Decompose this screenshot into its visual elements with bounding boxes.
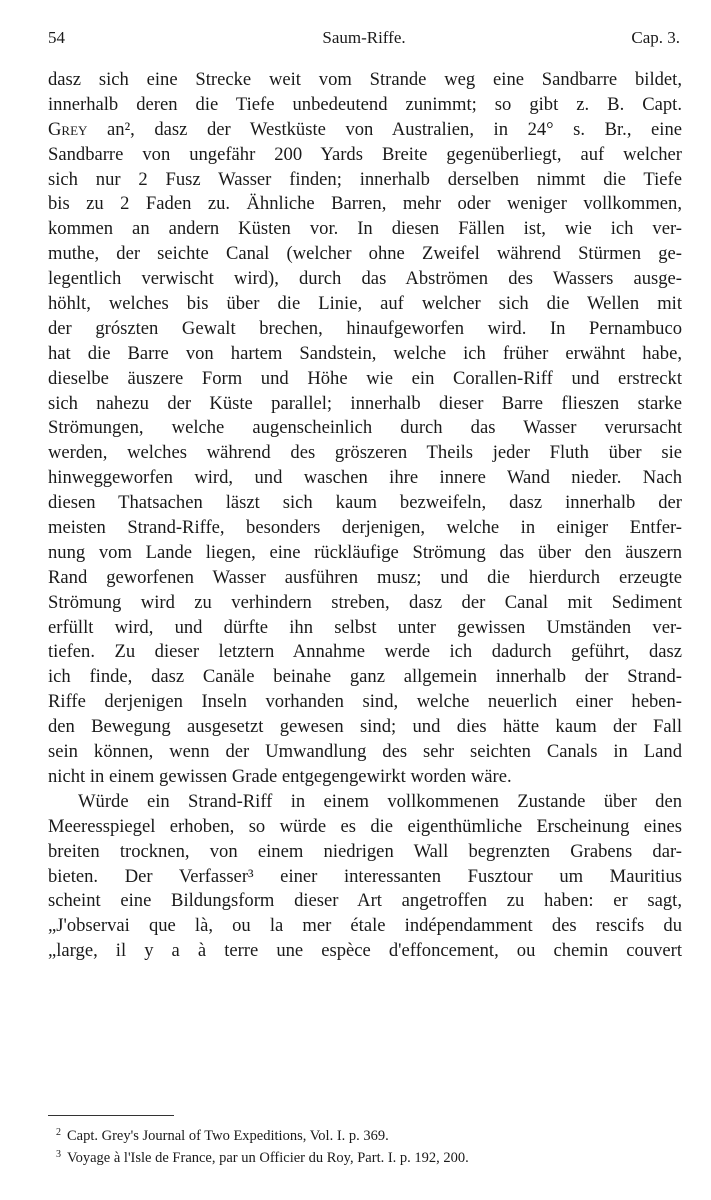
text-line: scheint eine Bildungsform dieser Art angetroffen zu haben: er sagt,	[48, 890, 682, 912]
footnote-text: Voyage à l'Isle de France, par un Officier du Roy, Part. I. p. 192, 200.	[67, 1150, 469, 1166]
text-line: sich nur 2 Fusz Wasser finden; innerhalb derselben nimmt die Tiefe	[48, 168, 682, 190]
text-line: diesen Thatsachen läszt sich kaum bezweifeln, dasz innerhalb der	[48, 492, 682, 514]
running-title: Saum-Riffe.	[322, 28, 406, 47]
text-line: dasz sich eine Strecke weit vom Strande weg eine Sandbarre bildet,	[48, 69, 682, 90]
text-line: Würde ein Strand-Riff in einem vollkommenen Zustande über den	[78, 790, 682, 812]
text-line: bieten. Der Verfasser³ einer interessanten Fusztour um Mauritius	[48, 865, 682, 887]
text-line: „large, il y a à terre une espèce d'effoncement, ou chemin couvert	[48, 940, 682, 962]
footnotes	[56, 1122, 666, 1166]
text-line: sein können, wenn der Umwandlung des sehr seichten Canals in Land	[48, 741, 682, 763]
text-line: hat die Barre von hartem Sandstein, welche ich früher erwähnt habe,	[48, 342, 682, 364]
text-line	[48, 118, 682, 143]
page-header	[48, 28, 680, 52]
text-line: „J'observai que là, ou la mer étale indépendamment des rescifs du	[48, 915, 682, 937]
text-line: höhlt, welches bis über die Linie, auf welcher sich die Wellen mit	[48, 293, 682, 315]
text-line: Rand geworfenen Wasser ausführen musz; und die hierdurch erzeugte	[48, 566, 682, 588]
text-line: breiten trocknen, von einem niedrigen Wall begrenzten Grabens dar-	[48, 840, 682, 862]
text-line: werden, welches während des gröszeren Theils jeder Fluth über sie	[48, 442, 682, 464]
footnote-mark: 2	[56, 1127, 61, 1138]
page-number: 54	[48, 28, 65, 47]
text-line: dieselbe äuszere Form und Höhe wie ein Corallen-Riff und erstreckt	[48, 367, 682, 389]
text-line: Sandbarre von ungefähr 200 Yards Breite gegenüberliegt, auf welcher	[48, 143, 682, 165]
text-line: muthe, der seichte Canal (welcher ohne Zweifel während Stürmen ge-	[48, 243, 682, 265]
text-line: nung vom Lande liegen, eine rückläufige Strömung das über den äuszern	[48, 541, 682, 563]
text-line: erfüllt wird, und dürfte ihn selbst unter gewissen Umständen ver-	[48, 616, 682, 638]
text-line: bis zu 2 Faden zu. Ähnliche Barren, mehr oder weniger vollkommen,	[48, 193, 682, 215]
text-line: Strömung wird zu verhindern streben, dasz der Canal mit Sediment	[48, 591, 682, 613]
chapter-label: Cap. 3.	[631, 28, 680, 47]
footnote	[56, 1122, 666, 1144]
footnote-divider	[48, 1115, 174, 1116]
text-line-rest: an², dasz der Westküste von Australien, in 24° s. Br., eine	[107, 118, 682, 140]
text-line: innerhalb deren die Tiefe unbedeutend zunimmt; so gibt z. B. Capt.	[48, 93, 682, 115]
text-line: legentlich verwischt wird), durch das Abströmen des Wassers ausge-	[48, 268, 682, 290]
footnote-mark: 3	[56, 1149, 61, 1160]
text-line: hinweggeworfen wird, und waschen ihre innere Wand nieder. Nach	[48, 467, 682, 489]
text-line: nicht in einem gewissen Grade entgegengewirkt worden wäre.	[48, 765, 512, 787]
footnote	[56, 1144, 666, 1166]
text-line: tiefen. Zu dieser letztern Annahme werde ich dadurch geführt, dasz	[48, 641, 682, 663]
footnote-text: Capt. Grey's Journal of Two Expeditions, Vol. I. p. 369.	[67, 1128, 389, 1144]
text-line: Strömungen, welche augenscheinlich durch das Wasser verursacht	[48, 417, 682, 439]
text-line: kommen an andern Küsten vor. In diesen Fällen ist, wie ich ver-	[48, 218, 682, 240]
text-line: Meeresspiegel erhoben, so würde es die eigenthümliche Erscheinung eines	[48, 815, 682, 837]
body-text	[48, 68, 682, 964]
text-line: der grószten Gewalt brechen, hinaufgeworfen wird. In Pernambuco	[48, 317, 682, 339]
text-line: ich finde, dasz Canäle beinahe ganz allgemein innerhalb der Strand-	[48, 666, 682, 688]
text-line: sich nahezu der Küste parallel; innerhalb dieser Barre flieszen starke	[48, 392, 682, 414]
text-line: den Bewegung ausgesetzt gewesen sind; und dies hätte kaum der Fall	[48, 716, 682, 738]
text-line: Riffe derjenigen Inseln vorhanden sind, welche neuerlich einer heben-	[48, 691, 682, 713]
author-name: Grey	[48, 118, 88, 140]
text-line: meisten Strand-Riffe, besonders derjenigen, welche in einiger Entfer-	[48, 517, 682, 539]
